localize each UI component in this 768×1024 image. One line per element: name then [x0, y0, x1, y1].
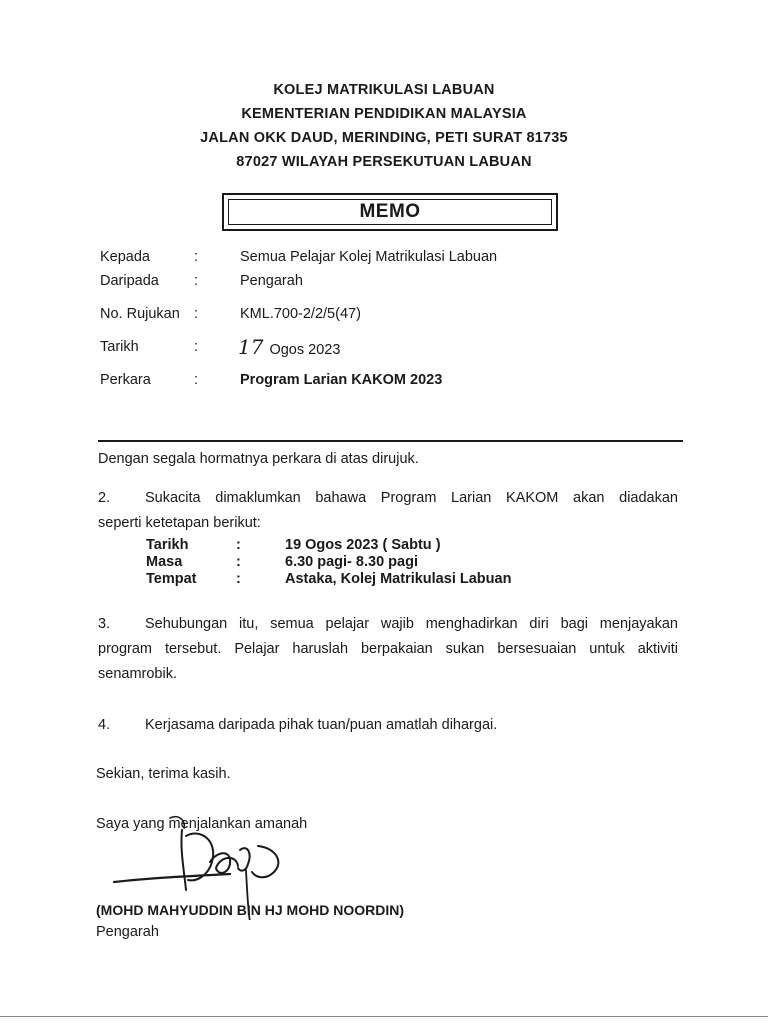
paragraph-2-text-1: Sukacita dimaklumkan bahawa Program Larian KAKOM akan diadakan — [145, 490, 678, 506]
tarikh-value — [238, 335, 341, 359]
memo-title: MEMO — [359, 201, 421, 222]
institution-name: KOLEJ MATRIKULASI LABUAN — [273, 82, 495, 98]
paragraph-3-line-3: senamrobik. — [98, 666, 177, 682]
daripada-label: Daripada — [100, 273, 159, 289]
kepada-value: Semua Pelajar Kolej Matrikulasi Labuan — [240, 249, 498, 265]
schedule-masa-value: 6.30 pagi- 8.30 pagi — [285, 554, 418, 570]
perkara-value: Program Larian KAKOM 2023 — [240, 372, 443, 388]
opening-paragraph: Dengan segala hormatnya perkara di atas dirujuk. — [98, 451, 419, 467]
ministry-name: KEMENTERIAN PENDIDIKAN MALAYSIA — [241, 106, 527, 122]
paragraph-number: 4. — [98, 717, 111, 733]
tarikh-month-year: Ogos 2023 — [269, 342, 341, 358]
signatory-name: (MOHD MAHYUDDIN BIN HJ MOHD NOORDIN) — [96, 902, 404, 918]
paragraph-3-line-2: program tersebut. Pelajar haruslah berpakaian sukan bersesuaian untuk aktiviti — [98, 641, 678, 657]
schedule-tarikh-value: 19 Ogos 2023 ( Sabtu ) — [285, 537, 441, 553]
paragraph-3-text-1: Sehubungan itu, semua pelajar wajib menghadirkan diri bagi menjayakan — [145, 616, 678, 632]
rujukan-label: No. Rujukan — [100, 306, 180, 322]
meta-colon: : — [194, 306, 199, 322]
schedule-colon: : — [236, 537, 241, 553]
paragraph-3 — [98, 612, 678, 687]
paragraph-number: 2. — [98, 490, 111, 506]
address-line-2: 87027 WILAYAH PERSEKUTUAN LABUAN — [236, 154, 532, 170]
paragraph-2-line-2: seperti ketetapan berikut: — [98, 515, 261, 531]
amanah-line: Saya yang menjalankan amanah — [96, 816, 308, 832]
closing-line: Sekian, terima kasih. — [96, 766, 231, 782]
paragraph-4 — [98, 713, 678, 738]
schedule-tarikh-label: Tarikh — [146, 537, 189, 553]
schedule-colon: : — [236, 554, 241, 570]
memo-title-inner-box — [228, 199, 552, 225]
paragraph-4-text: Kerjasama daripada pihak tuan/puan amatlah dihargai. — [145, 717, 498, 733]
signatory-title: Pengarah — [96, 924, 159, 940]
schedule-tempat-label: Tempat — [146, 571, 197, 587]
paragraph-2 — [98, 486, 678, 536]
meta-colon: : — [194, 249, 199, 265]
meta-colon: : — [194, 339, 199, 355]
rujukan-value: KML.700-2/2/5(47) — [240, 306, 361, 322]
perkara-label: Perkara — [100, 372, 151, 388]
meta-colon: : — [194, 273, 199, 289]
kepada-label: Kepada — [100, 249, 150, 265]
schedule-masa-label: Masa — [146, 554, 183, 570]
schedule-tempat-value: Astaka, Kolej Matrikulasi Labuan — [285, 571, 512, 587]
paragraph-number: 3. — [98, 616, 111, 632]
paragraph-3-line-1 — [98, 612, 678, 637]
memo-title-box — [222, 193, 558, 231]
separator-line — [98, 440, 683, 442]
daripada-value: Pengarah — [240, 273, 303, 289]
schedule-colon: : — [236, 571, 241, 587]
address-line-1: JALAN OKK DAUD, MERINDING, PETI SURAT 81735 — [200, 130, 568, 146]
tarikh-label: Tarikh — [100, 339, 139, 355]
handwritten-day: 17 — [238, 335, 264, 359]
page-bottom-edge — [0, 1016, 768, 1017]
meta-colon: : — [194, 372, 199, 388]
letterhead — [0, 78, 768, 174]
paragraph-2-line-1 — [98, 486, 678, 511]
